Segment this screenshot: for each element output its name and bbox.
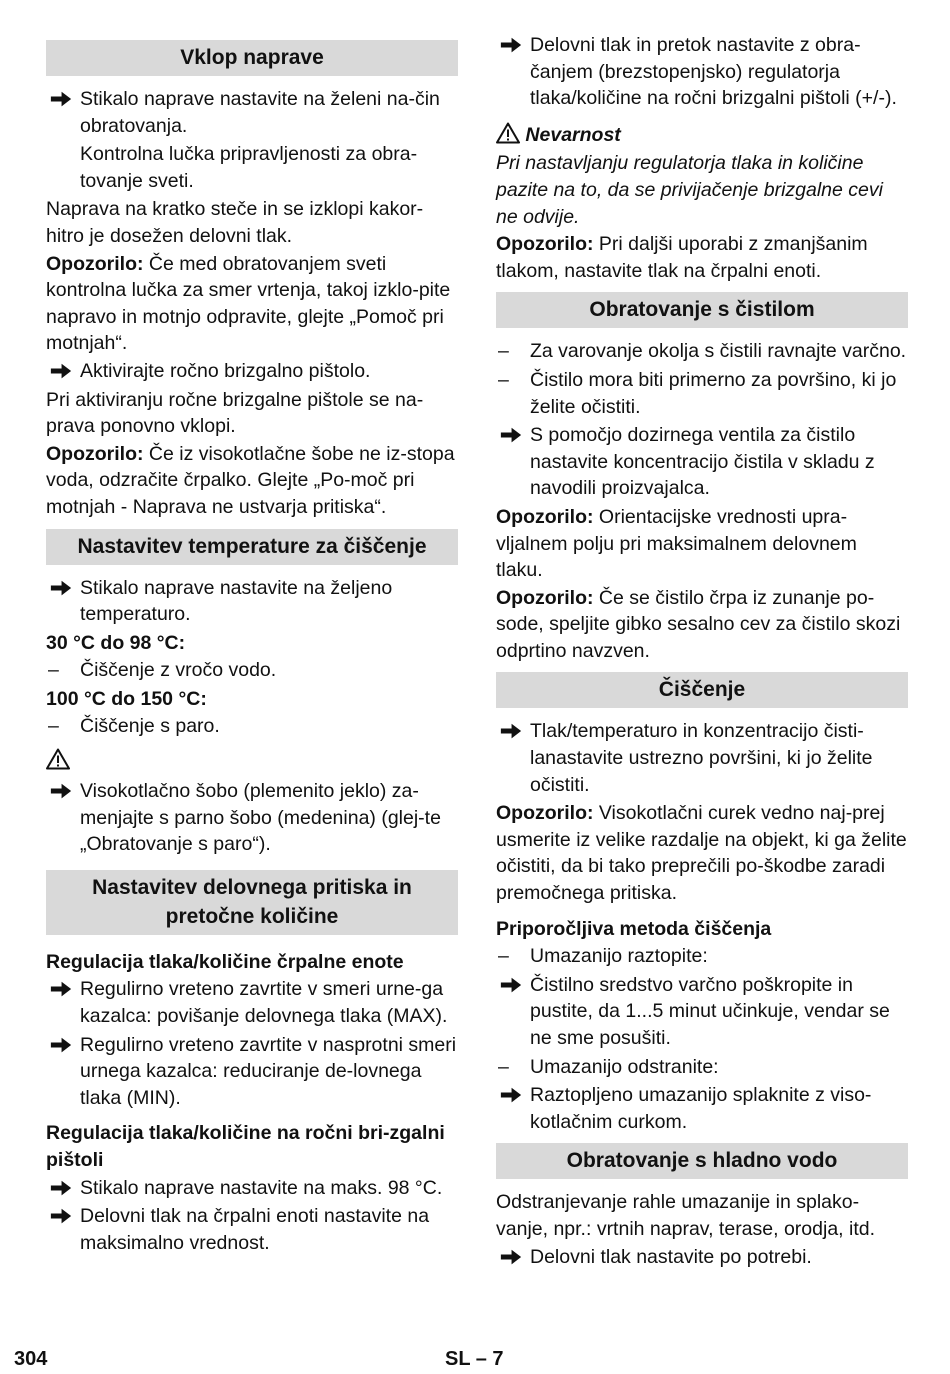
step-item [46,976,458,1029]
section-heading-cleaning: Čiščenje [496,672,908,708]
dash-item [496,338,908,365]
note-label: Opozorilo: [46,442,144,465]
section-heading-pressure: Nastavitev delovnega pritiska in pretočne količine [46,870,458,935]
note-paragraph [46,251,458,357]
arrow-right-icon [496,1086,526,1104]
step-text: Stikalo naprave nastavite na željeno temperaturo. [80,576,393,626]
dash-item [46,657,458,684]
step-text: Stikalo naprave nastavite na želeni na-čin obratovanja. [80,88,440,137]
step-item [46,1032,458,1112]
left-column [46,32,458,1258]
dash-text: Umazanijo odstranite: [530,1055,719,1078]
step-continuation: Kontrolna lučka pripravljenosti za obra-tovanje sveti. [80,143,418,192]
step-text: Delovni tlak in pretok nastavite z obra-čanjem (brezstopenjsko) regulatorja tlaka/količine na ročni brizgalni pištoli (+/-). [530,34,897,110]
note-label: Opozorilo: [496,586,594,609]
arrow-right-icon [496,722,526,740]
dash-marker: – [498,368,509,391]
note-label: Opozorilo: [46,252,144,275]
dash-text: Umazanijo raztopite: [530,945,708,968]
danger-text: Pri nastavljanju regulatorja tlaka in količine pazite na to, da se privijačenje brizgalne cevi ne odvije. [496,152,883,228]
note-paragraph [496,231,908,284]
temperature-range-label: 30 °C do 98 °C: [46,631,186,654]
step-item [46,358,458,385]
step-text: Delovni tlak nastavite po potrebi. [530,1245,812,1268]
step-text: S pomočjo dozirnega ventila za čistilo nastavite koncentracijo čistila v skladu z navodili proizvajalca. [530,424,875,500]
note-text: Če iz visokotlačne šobe ne iz-stopa voda, odzračite črpalko. Glejte „Po-moč pri motnjah - Naprava ne ustvarja pritiska“. [46,442,455,518]
dash-marker: – [498,340,509,363]
dash-item [496,1054,908,1081]
warning-triangle-icon [496,122,520,144]
arrow-right-icon [46,782,76,800]
step-item [496,1082,908,1135]
arrow-right-icon [496,976,526,994]
warning-triangle-icon [46,748,70,770]
language-page-label: SL – 7 [445,1348,504,1370]
arrow-right-icon [46,579,76,597]
temperature-range-label: 100 °C do 150 °C: [46,687,207,710]
arrow-right-icon [46,362,76,380]
step-item [496,972,908,1052]
note-label: Opozorilo: [496,233,594,256]
step-item [46,778,458,858]
arrow-right-icon [46,980,76,998]
right-column [496,32,908,1272]
note-text: Visokotlačni curek vedno naj-prej usmerite iz velike razdalje na objekt, ki ga želite očistiti, da bi tako preprečili po-škodbe zaradi premočnega pritiska. [496,802,907,905]
subheading-pump: Regulacija tlaka/količine črpalne enote [46,950,404,973]
dash-marker: – [48,715,59,738]
dash-marker: – [498,945,509,968]
dash-item [496,943,908,970]
step-text: Regulirno vreteno zavrtite v smeri urne-ga kazalca: povišanje delovnega tlaka (MAX). [80,978,448,1028]
subheading-method: Priporočljiva metoda čiščenja [496,917,772,940]
step-text: Visokotlačno šobo (plemenito jeklo) za-menjajte s parno šobo (medenina) (glej-te „Obratovanje s paro“). [80,780,441,856]
note-paragraph [496,504,908,584]
dash-text: Čiščenje s paro. [80,715,220,738]
subheading-gun: Regulacija tlaka/količine na ročni bri-zgalni pištoli [46,1122,445,1171]
danger-title [496,122,908,149]
step-item [496,32,908,112]
page-number: 304 [14,1348,48,1370]
step-item [496,718,908,798]
section-heading-vklop: Vklop naprave [46,40,458,76]
step-text: Aktivirajte ročno brizgalno pištolo. [80,359,371,382]
arrow-right-icon [46,1179,76,1197]
step-text: Raztopljeno umazanijo splaknite z viso-kotlačnim curkom. [530,1084,872,1133]
note-text: Orientacijske vrednosti upra-vljalnem polju pri maksimalnem delovnem tlaku. [496,505,857,582]
dash-text: Čistilo mora biti primerno za površino, ki jo želite očistiti. [530,368,897,418]
note-paragraph [496,585,908,665]
dash-marker: – [498,1055,509,1078]
arrow-right-icon [46,90,76,108]
note-label: Opozorilo: [496,505,594,528]
arrow-right-icon [46,1036,76,1054]
note-paragraph [496,800,908,906]
paragraph: Odstranjevanje rahle umazanije in splako-vanje, npr.: vrtnih naprav, terase, orodja, itd. [496,1191,876,1240]
step-text: Delovni tlak na črpalni enoti nastavite na maksimalno vrednost. [80,1205,430,1254]
section-heading-temperature: Nastavitev temperature za čiščenje [46,529,458,565]
paragraph: Naprava na kratko steče in se izklopi kakor-hitro je dosežen delovni tlak. [46,198,424,247]
warning-symbol [46,748,458,772]
arrow-right-icon [496,36,526,54]
arrow-right-icon [46,1207,76,1225]
note-paragraph [46,441,458,521]
step-item [46,86,458,139]
note-text: Pri daljši uporabi z zmanjšanim tlakom, nastavite tlak na črpalni enoti. [496,233,868,282]
step-text: Čistilno sredstvo varčno poškropite in pustite, da 1...5 minut učinkuje, vendar se ne sme posušiti. [530,973,890,1049]
note-label: Opozorilo: [496,802,594,825]
dash-text: Za varovanje okolja s čistili ravnajte varčno. [530,340,907,363]
step-text: Stikalo naprave nastavite na maks. 98 °C. [80,1176,443,1199]
step-text: Regulirno vreteno zavrtite v nasprotni smeri urnega kazalca: reduciranje de-lovnega tlaka (MIN). [80,1033,457,1109]
note-text: Če med obratovanjem sveti kontrolna lučka za smer vrtenja, takoj izklo-pite napravo in motnjo odpravite, glejte „Pomoč pri motnjah“. [46,252,451,355]
step-item [496,422,908,502]
step-item [496,1244,908,1271]
section-heading-detergent: Obratovanje s čistilom [496,292,908,328]
dash-item [496,367,908,420]
danger-title-text: Nevarnost [525,123,621,146]
step-item [46,1203,458,1256]
paragraph: Pri aktiviranju ročne brizgalne pištole se na-prava ponovno vklopi. [46,388,424,438]
step-text: Tlak/temperaturo in konzentracijo čisti-lanastavite ustrezno površini, ki jo želite očistiti. [530,720,873,796]
arrow-right-icon [496,1248,526,1266]
step-item [46,1175,458,1202]
note-text: Če se čistilo črpa iz zunanje po-sode, speljite gibko sesalno cev za čistilo skozi odprtino navzven. [496,586,901,662]
dash-marker: – [48,659,59,682]
arrow-right-icon [496,426,526,444]
section-heading-cold-water: Obratovanje s hladno vodo [496,1143,908,1179]
step-item [46,575,458,628]
dash-text: Čiščenje z vročo vodo. [80,659,277,682]
dash-item [46,713,458,740]
